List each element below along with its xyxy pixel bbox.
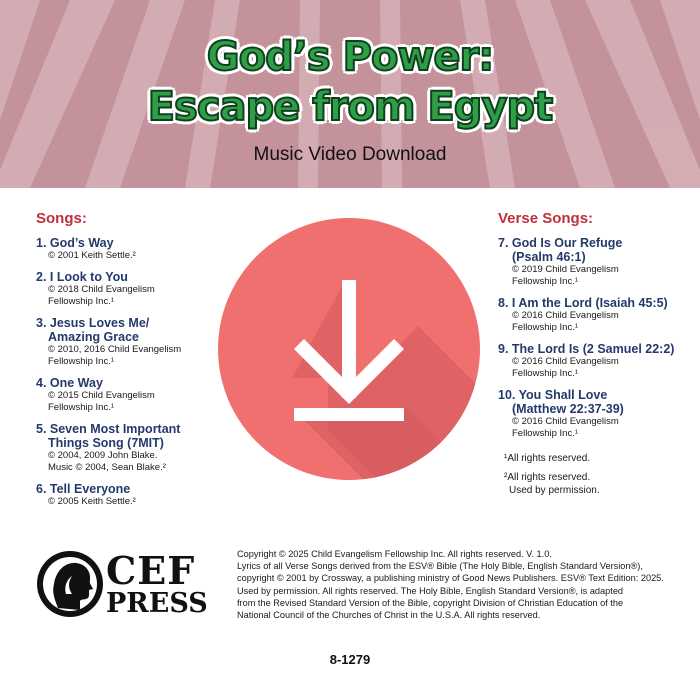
cef-press-logo — [36, 548, 226, 620]
song-item — [36, 270, 246, 308]
song-credit: © 2016 Child Evangelism — [512, 310, 619, 321]
song-credit: © 2005 Keith Settle.² — [48, 496, 136, 507]
copyright-line: National Council of the Churches of Christ in the U.S.A. All rights reserved. — [237, 610, 541, 621]
song-credit: Fellowship Inc.¹ — [48, 356, 114, 367]
song-title: 9. The Lord Is (2 Samuel 22:2) — [498, 342, 675, 356]
footnote: ²All rights reserved. — [504, 472, 591, 483]
song-item — [36, 316, 246, 368]
footnote: ¹All rights reserved. — [504, 453, 591, 464]
song-title: 1. God’s Way — [36, 236, 114, 250]
song-credit: © 2004, 2009 John Blake. — [48, 450, 158, 461]
song-item — [498, 388, 678, 440]
song-credit: © 2010, 2016 Child Evangelism — [48, 344, 182, 355]
logo-text-cef: CEF — [106, 548, 196, 593]
download-icon[interactable] — [218, 218, 480, 480]
title-line-2: Escape from Egypt — [147, 84, 553, 130]
copyright-line: copyright © 2001 by Crossway, a publishing ministry of Good News Publishers. ESV® Text Edition: 2025. — [237, 573, 664, 584]
copyright-line: Lyrics of all Verse Songs derived from the ESV® Bible (The Holy Bible, English Standard Version®), — [237, 561, 643, 572]
song-item — [36, 236, 246, 262]
subtitle: Music Video Download — [253, 144, 447, 165]
copyright-line: Used by permission. All rights reserved. The Holy Bible, English Standard Version®, is adapted — [237, 585, 624, 596]
copyright-text — [237, 548, 677, 621]
song-title: Amazing Grace — [48, 330, 140, 344]
header-banner — [0, 0, 700, 188]
footnote: Used by permission. — [509, 485, 600, 496]
song-title: 10. You Shall Love — [498, 388, 608, 402]
song-title: 8. I Am the Lord (Isaiah 45:5) — [498, 296, 668, 310]
song-credit: Fellowship Inc.¹ — [512, 368, 578, 379]
song-credit: Fellowship Inc.¹ — [48, 296, 114, 307]
song-item — [498, 296, 678, 334]
song-title: Things Song (7MIT) — [48, 436, 164, 450]
song-title: 4. One Way — [36, 376, 103, 390]
song-item — [36, 482, 246, 508]
verse-songs-column — [498, 210, 678, 497]
profile-head-icon — [36, 548, 104, 620]
song-credit: © 2016 Child Evangelism — [512, 416, 619, 427]
song-title: 7. God Is Our Refuge — [498, 236, 623, 250]
song-credit: Fellowship Inc.¹ — [512, 276, 578, 287]
song-credit: © 2018 Child Evangelism — [48, 284, 155, 295]
songs-list — [36, 236, 246, 508]
song-credit: Music © 2004, Sean Blake.² — [48, 462, 166, 473]
songs-column — [36, 210, 246, 516]
song-item — [36, 422, 246, 474]
song-title: 2. I Look to You — [36, 270, 128, 284]
footnotes — [498, 452, 678, 497]
copyright-line: from the Revised Standard Version of the Bible, copyright Division of Christian Education of the — [237, 597, 624, 608]
song-item — [36, 376, 246, 414]
song-credit: © 2001 Keith Settle.² — [48, 250, 136, 261]
logo-text-press: PRESS — [106, 588, 208, 619]
song-title: (Matthew 22:37-39) — [512, 402, 624, 416]
song-item — [498, 342, 678, 380]
song-title: 3. Jesus Loves Me/ — [36, 316, 150, 330]
song-credit: © 2019 Child Evangelism — [512, 264, 619, 275]
song-credit: Fellowship Inc.¹ — [48, 402, 114, 413]
song-title: (Psalm 46:1) — [512, 250, 586, 264]
catalog-number: 8-1279 — [329, 652, 371, 667]
songs-heading: Songs: — [36, 210, 87, 227]
copyright-line: Copyright © 2025 Child Evangelism Fellowship Inc. All rights reserved. V. 1.0. — [237, 549, 552, 559]
verse-songs-heading: Verse Songs: — [498, 210, 594, 227]
song-credit: Fellowship Inc.¹ — [512, 322, 578, 333]
song-title: 5. Seven Most Important — [36, 422, 181, 436]
song-credit: © 2016 Child Evangelism — [512, 356, 619, 367]
title-line-1: God’s Power: — [206, 34, 494, 80]
song-credit: © 2015 Child Evangelism — [48, 390, 155, 401]
verse-songs-list — [498, 236, 678, 440]
song-title: 6. Tell Everyone — [36, 482, 131, 496]
song-credit: Fellowship Inc.¹ — [512, 428, 578, 439]
song-item — [498, 236, 678, 288]
